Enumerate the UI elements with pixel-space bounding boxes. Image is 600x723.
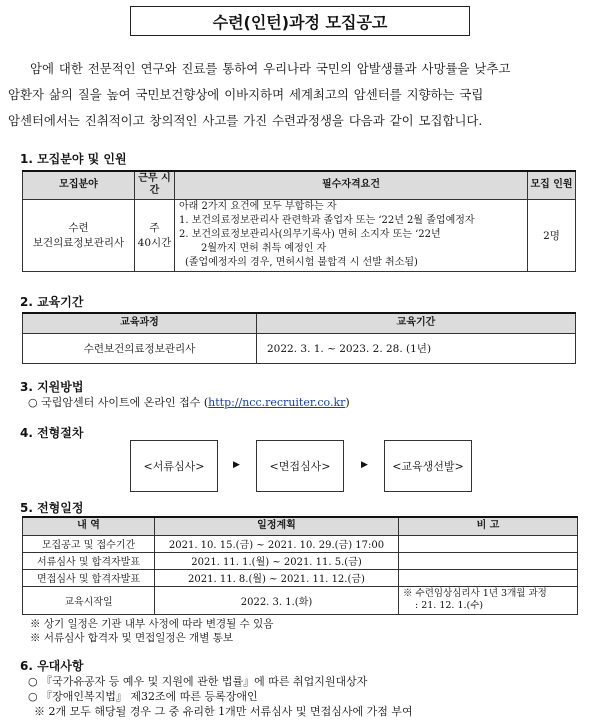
schedule-note [399, 552, 578, 569]
field-line: 수련 [68, 222, 89, 234]
step-document-review: <서류심사> [130, 440, 218, 492]
header-item: 내 역 [23, 517, 155, 535]
preference-note: ※ 2개 모두 해당될 경우 그 중 유리한 1개만 서류심사 및 면접심사에 가점 부여 [34, 705, 413, 718]
schedule-note [399, 586, 578, 614]
arrow-right-icon: ▶ [233, 460, 240, 470]
schedule-note [399, 535, 578, 552]
header-course: 교육과정 [23, 313, 257, 333]
schedule-note-2: ※ 서류심사 합격자 및 면접일정은 개별 통보 [30, 632, 233, 644]
schedule-item: 모집공고 및 접수기간 [23, 535, 155, 552]
page-title-text: 수련(인턴)과정 모집공고 [212, 12, 388, 32]
cell-course: 수련보건의료정보관리사 [23, 333, 257, 363]
period-table [22, 312, 576, 364]
hours-line: 40시간 [137, 237, 172, 249]
apply-line [28, 394, 350, 410]
step-interview: <면접심사> [256, 440, 344, 492]
hours-line: 주 [149, 222, 160, 234]
schedule-note-1: ※ 상기 일정은 기관 내부 사정에 따라 변경될 수 있음 [30, 618, 274, 630]
schedule-plan: 2021. 11. 8.(월) ~ 2021. 11. 12.(금) [155, 569, 399, 586]
header-period: 교육기간 [257, 313, 576, 333]
cell-count: 2명 [528, 199, 576, 271]
schedule-note [399, 569, 578, 586]
section-heading-recruitment: 1. 모집분야 및 인원 [20, 152, 127, 166]
apply-text: ○ 국립암센터 사이트에 온라인 접수 ( [28, 396, 209, 409]
intro-paragraph [8, 56, 594, 134]
cell-hours [135, 199, 175, 271]
intro-line: 암에 대한 전문적인 연구와 진료를 통하여 우리나라 국민의 암발생률과 사망률을 낮추고 [30, 61, 511, 76]
apply-text-end: ) [345, 396, 350, 409]
section-heading-process: 4. 전형절차 [20, 426, 84, 440]
field-line: 보건의료정보관리사 [32, 237, 125, 249]
header-plan: 일정계획 [155, 517, 399, 535]
section-heading-apply: 3. 지원방법 [20, 380, 84, 394]
schedule-item: 교육시작일 [23, 586, 155, 614]
intro-line: 암센터에서는 진취적이고 창의적인 사고를 가진 수련과정생을 다음과 같이 모집합니다. [8, 113, 483, 128]
recruitment-table [22, 170, 576, 272]
section-heading-schedule: 5. 전형일정 [20, 501, 84, 515]
section-heading-preference: 6. 우대사항 [20, 659, 84, 673]
preference-item: ○ 『국가유공자 등 예우 및 지원에 관한 법률』에 따른 취업지원대상자 [28, 675, 368, 688]
preference-item: ○ 『장애인복지법』 제32조에 따른 등록장애인 [28, 690, 258, 703]
note-line: ※ 수련임상심리사 1년 3개월 과정 [403, 588, 547, 599]
intro-line: 암환자 삶의 질을 높여 국민보건향상에 이바지하며 세계최고의 암센터를 지향하는 국립 [8, 87, 484, 102]
note-line: : 21. 12. 1.(수) [415, 600, 484, 611]
arrow-right-icon: ▶ [361, 460, 368, 470]
header-requirements: 필수자격요건 [175, 171, 528, 199]
header-field: 모집분야 [23, 171, 135, 199]
schedule-table [22, 516, 578, 615]
apply-link[interactable]: http://ncc.recruiter.co.kr [208, 396, 346, 409]
cell-period: 2022. 3. 1. ~ 2023. 2. 28. (1년) [257, 333, 576, 363]
header-note: 비 고 [399, 517, 578, 535]
req-line: (졸업예정자의 경우, 면허시험 불합격 시 선발 취소됨) [185, 257, 418, 268]
schedule-plan: 2021. 10. 15.(금) ~ 2021. 10. 29.(금) 17:00 [155, 535, 399, 552]
page-title [130, 6, 470, 36]
req-line: 1. 보건의료정보관리사 관련학과 졸업자 또는 ‘22년 2월 졸업예정자 [179, 215, 475, 226]
section-heading-period: 2. 교육기간 [20, 295, 84, 309]
schedule-item: 면접심사 및 합격자발표 [23, 569, 155, 586]
step-selection: <교육생선발> [384, 440, 472, 492]
cell-requirements [175, 199, 528, 271]
header-hours: 근무 시간 [135, 171, 175, 199]
schedule-item: 서류심사 및 합격자발표 [23, 552, 155, 569]
schedule-plan: 2021. 11. 1.(월) ~ 2021. 11. 5.(금) [155, 552, 399, 569]
schedule-plan: 2022. 3. 1.(화) [155, 586, 399, 614]
req-line: 아래 2가지 요건에 모두 부합하는 자 [179, 201, 337, 212]
header-count: 모집 인원 [528, 171, 576, 199]
cell-field [23, 199, 135, 271]
req-line: 2. 보건의료정보관리사(의무기록사) 면허 소지자 또는 ‘22년 [179, 229, 441, 240]
req-line: 2월까지 면허 취득 예정인 자 [201, 243, 327, 254]
